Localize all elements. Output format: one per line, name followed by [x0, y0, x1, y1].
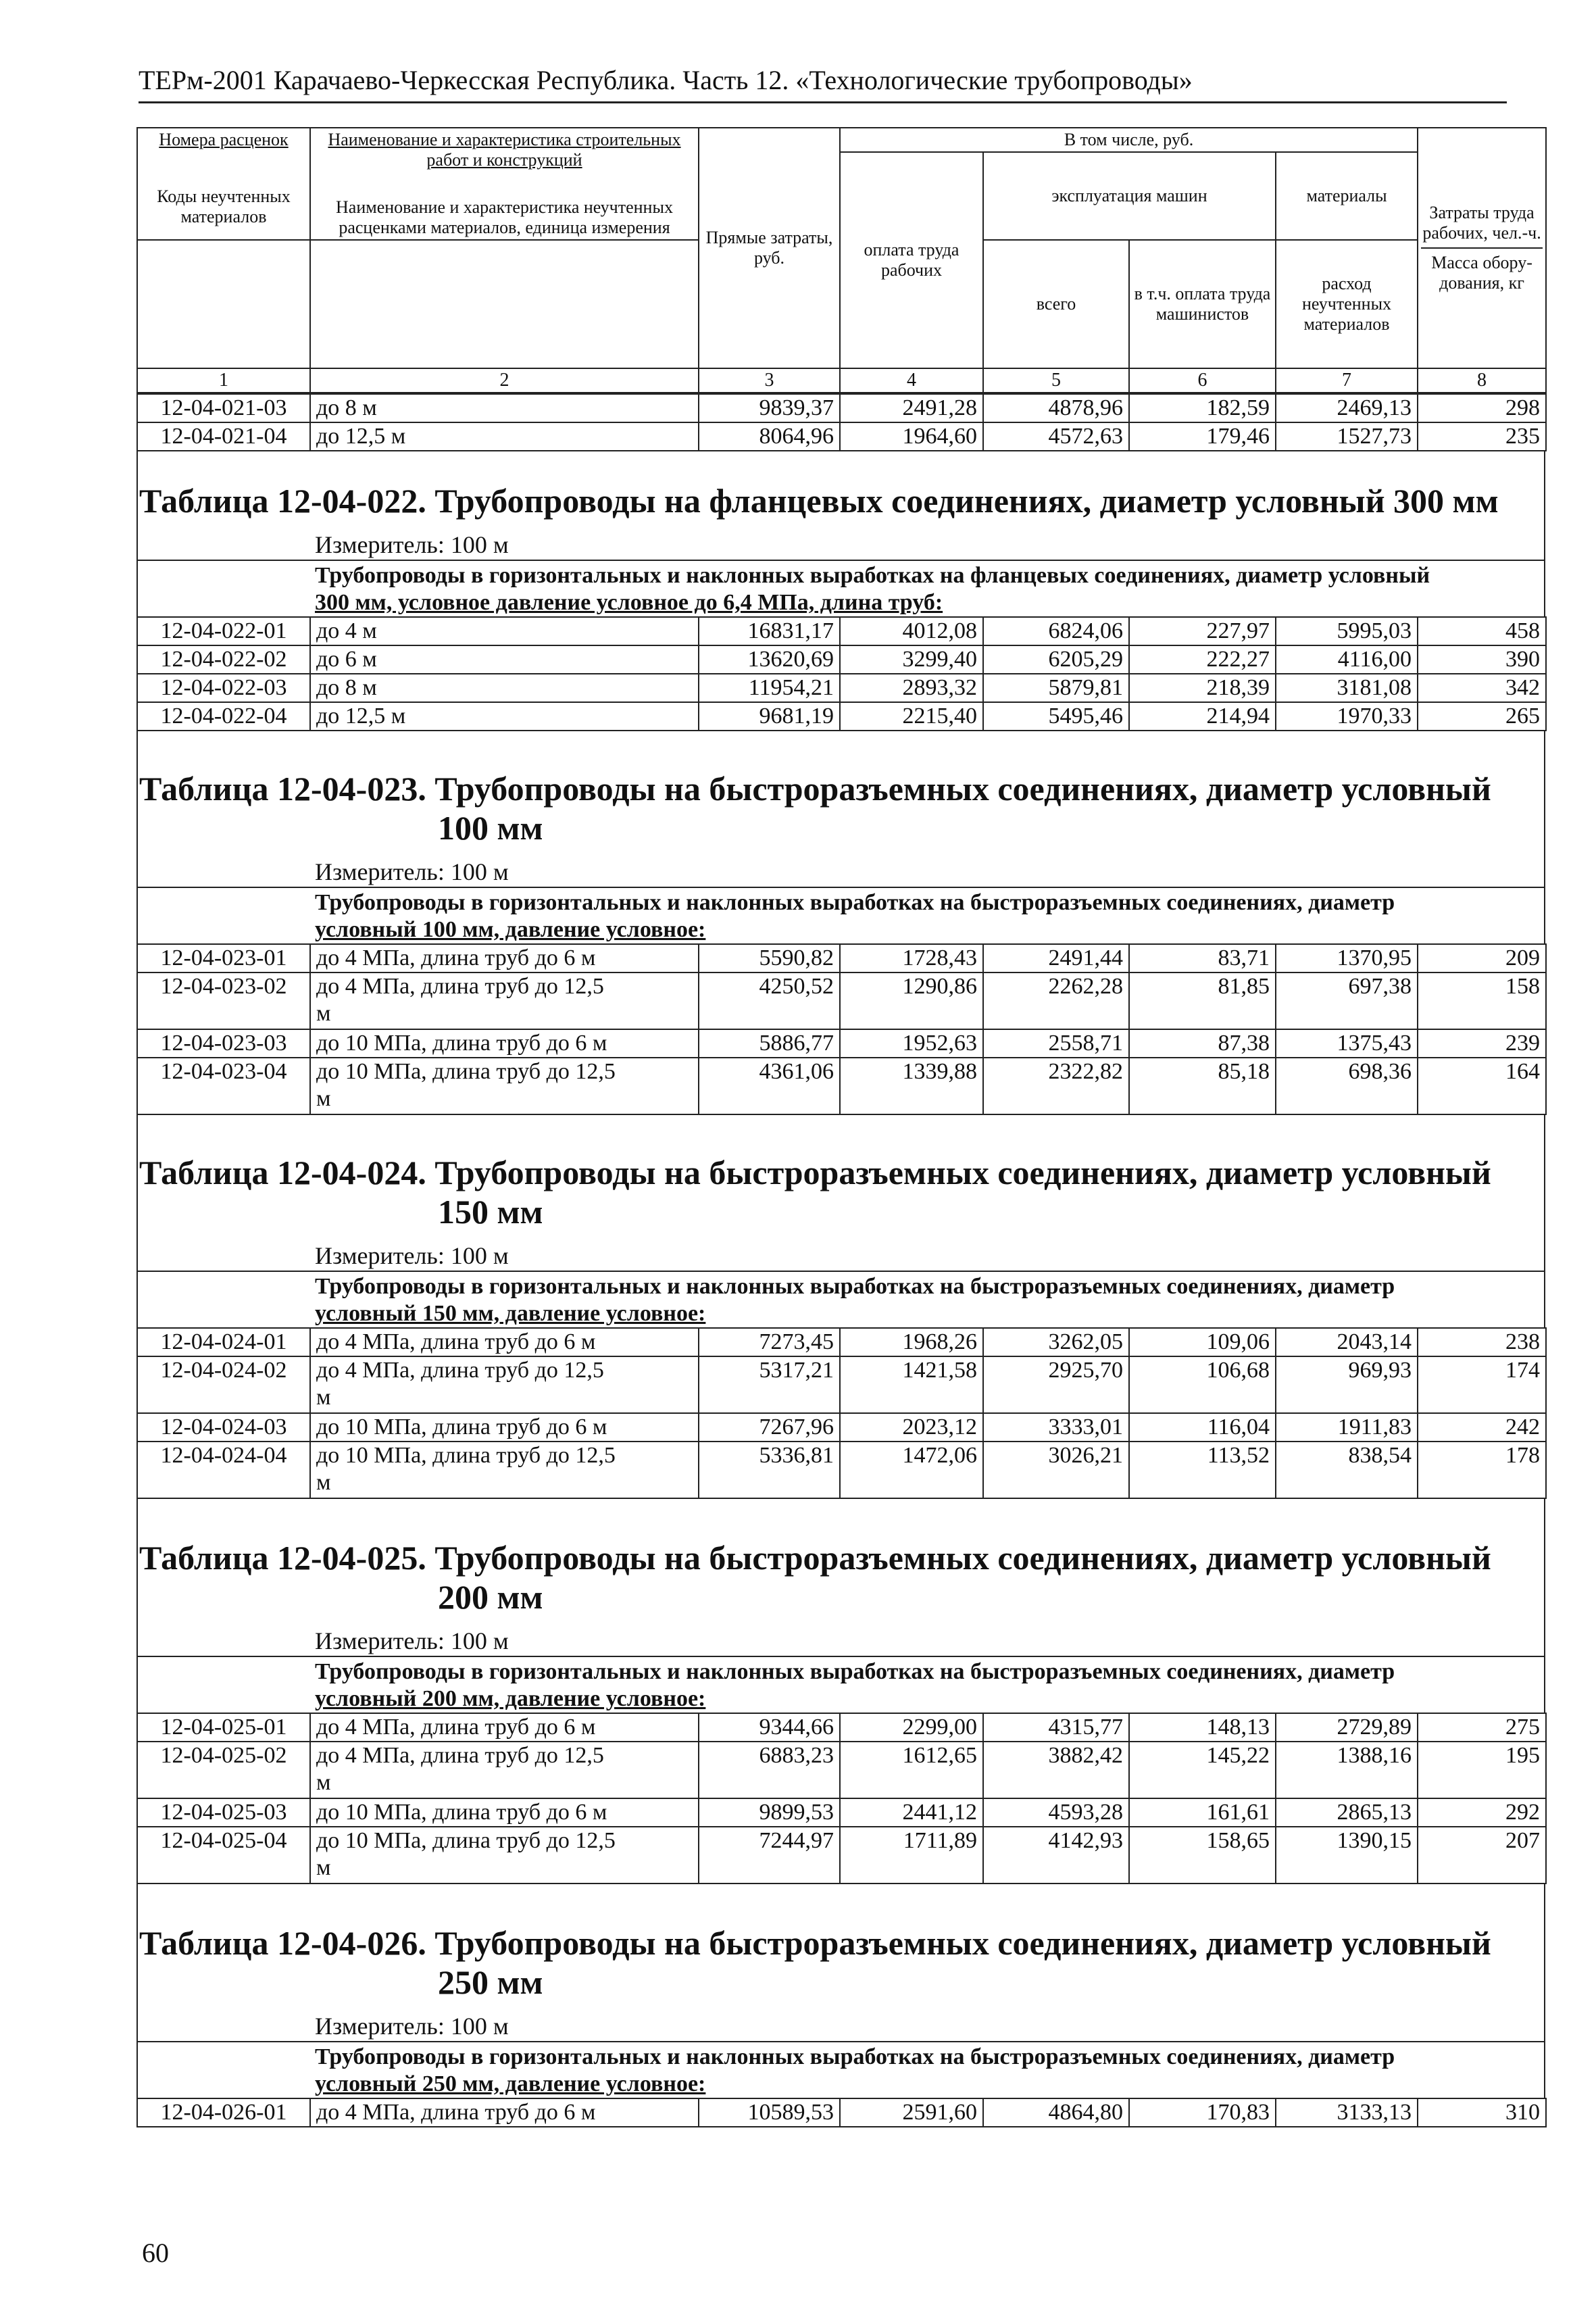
- labor-pay: 2023,12: [840, 1413, 983, 1442]
- labor-pay: 1421,58: [840, 1356, 983, 1413]
- section-title-line1: Таблица 12-04-022. Трубопроводы на фланцевых соединениях, диаметр условный 300 мм: [139, 482, 1499, 520]
- work-name: [310, 2098, 699, 2127]
- machinists-pay: 218,39: [1129, 674, 1276, 702]
- section-title-line2: 250 мм: [438, 1963, 543, 2001]
- col4-header: оплата труда рабочих: [840, 152, 983, 368]
- section-title-line1: Таблица 12-04-023. Трубопроводы на быстроразъемных соединениях, диаметр условный: [139, 770, 1491, 808]
- materials-cost: 969,93: [1276, 1356, 1418, 1413]
- table-row: [137, 1713, 1546, 1742]
- machines-total: 3262,05: [983, 1328, 1129, 1356]
- machines-total: 4864,80: [983, 2098, 1129, 2127]
- colnum: 8: [1418, 368, 1546, 393]
- col2-header: [310, 128, 699, 240]
- materials-cost: 1370,95: [1276, 944, 1418, 973]
- labor-hours: 178: [1418, 1442, 1546, 1498]
- labor-pay: 4012,08: [840, 617, 983, 645]
- rate-code: 12-04-024-04: [137, 1442, 310, 1498]
- desc-line1: Трубопроводы в горизонтальных и наклонных выработках на быстроразъемных соединениях, диаметр: [315, 1274, 1395, 1299]
- table-row: [137, 1742, 1546, 1798]
- labor-pay: 1952,63: [840, 1029, 983, 1058]
- direct-costs: 5886,77: [699, 1029, 840, 1058]
- labor-pay: 2893,32: [840, 674, 983, 702]
- rate-code: 12-04-026-01: [137, 2098, 310, 2127]
- direct-costs: 11954,21: [699, 674, 840, 702]
- direct-costs: 16831,17: [699, 617, 840, 645]
- machines-header: эксплуатация машин: [983, 152, 1276, 240]
- table-row: [137, 1442, 1546, 1498]
- work-name: [310, 944, 699, 973]
- col8-header: [1418, 128, 1546, 368]
- materials-cost: 2469,13: [1276, 394, 1418, 422]
- work-name: [310, 1356, 699, 1413]
- work-name-text: до 4 МПа, длина труб до 12,5: [316, 1743, 604, 1768]
- direct-costs: 4361,06: [699, 1058, 840, 1114]
- machines-total: 2558,71: [983, 1029, 1129, 1058]
- labor-hours: 174: [1418, 1356, 1546, 1413]
- direct-costs: 7273,45: [699, 1328, 840, 1356]
- desc-line2: условный 250 мм, давление условное:: [315, 2071, 706, 2096]
- machinists-pay: 182,59: [1129, 394, 1276, 422]
- machinists-pay: 170,83: [1129, 2098, 1276, 2127]
- table-row: [137, 1328, 1546, 1356]
- materials-cost: 3181,08: [1276, 674, 1418, 702]
- work-name-unit: м: [316, 1855, 331, 1880]
- table-row: [137, 2098, 1546, 2127]
- machinists-pay: 109,06: [1129, 1328, 1276, 1356]
- work-name: [310, 1742, 699, 1798]
- machinists-pay: 113,52: [1129, 1442, 1276, 1498]
- labor-hours: 209: [1418, 944, 1546, 973]
- col3-header: Прямые затраты, руб.: [699, 128, 840, 368]
- colnum: 4: [840, 368, 983, 393]
- labor-pay: 1339,88: [840, 1058, 983, 1114]
- machinists-pay: 158,65: [1129, 1827, 1276, 1884]
- rate-code: 12-04-025-03: [137, 1798, 310, 1827]
- materials-cost: 698,36: [1276, 1058, 1418, 1114]
- rate-code: 12-04-025-01: [137, 1713, 310, 1742]
- direct-costs: 9344,66: [699, 1713, 840, 1742]
- work-name: [310, 422, 699, 451]
- machinists-pay: 106,68: [1129, 1356, 1276, 1413]
- direct-costs: 5590,82: [699, 944, 840, 973]
- labor-hours: 242: [1418, 1413, 1546, 1442]
- machines-total: 5879,81: [983, 674, 1129, 702]
- work-name-unit: м: [316, 1086, 331, 1111]
- work-name: [310, 1029, 699, 1058]
- labor-pay: 2441,12: [840, 1798, 983, 1827]
- section-title-line2: 100 мм: [438, 809, 543, 847]
- machinists-pay: 148,13: [1129, 1713, 1276, 1742]
- machinists-pay: 116,04: [1129, 1413, 1276, 1442]
- rate-code: 12-04-022-02: [137, 645, 310, 674]
- materials-cost: 4116,00: [1276, 645, 1418, 674]
- table-row: [137, 1798, 1546, 1827]
- section-title-line1: Таблица 12-04-026. Трубопроводы на быстроразъемных соединениях, диаметр условный: [139, 1924, 1491, 1962]
- labor-pay: 1472,06: [840, 1442, 983, 1498]
- machinists-pay: 81,85: [1129, 973, 1276, 1029]
- work-name-text: до 12,5 м: [316, 704, 406, 729]
- machines-total: 5495,46: [983, 702, 1129, 731]
- table-row: [137, 1356, 1546, 1413]
- section-table: [136, 1713, 1547, 1884]
- machines-total: 2322,82: [983, 1058, 1129, 1114]
- work-name: [310, 617, 699, 645]
- work-name-text: до 10 МПа, длина труб до 12,5: [316, 1828, 616, 1853]
- work-name: [310, 645, 699, 674]
- labor-hours: 238: [1418, 1328, 1546, 1356]
- machines-total: 4142,93: [983, 1827, 1129, 1884]
- rate-code: 12-04-022-04: [137, 702, 310, 731]
- materials-cost: 2043,14: [1276, 1328, 1418, 1356]
- work-name-text: до 10 МПа, длина труб до 6 м: [316, 1414, 607, 1439]
- desc-line2: условный 100 мм, давление условное:: [315, 917, 706, 942]
- section-table: [136, 1327, 1547, 1499]
- work-name-text: до 4 МПа, длина труб до 6 м: [316, 2100, 596, 2125]
- machinists-pay: 222,27: [1129, 645, 1276, 674]
- work-name: [310, 1413, 699, 1442]
- direct-costs: 9839,37: [699, 394, 840, 422]
- direct-costs: 13620,69: [699, 645, 840, 674]
- work-name-text: до 10 МПа, длина труб до 12,5: [316, 1059, 616, 1084]
- work-name-text: до 4 МПа, длина труб до 6 м: [316, 1715, 596, 1740]
- materials-cost: 2865,13: [1276, 1798, 1418, 1827]
- labor-pay: 1968,26: [840, 1328, 983, 1356]
- labor-pay: 2591,60: [840, 2098, 983, 2127]
- work-name-text: до 10 МПа, длина труб до 6 м: [316, 1800, 607, 1825]
- group-header: В том числе, руб.: [840, 128, 1418, 152]
- desc-line1: Трубопроводы в горизонтальных и наклонных выработках на быстроразъемных соединениях, диаметр: [315, 890, 1395, 915]
- direct-costs: 5317,21: [699, 1356, 840, 1413]
- machinists-pay: 83,71: [1129, 944, 1276, 973]
- measure-unit: Измеритель: 100 м: [136, 1626, 1545, 1656]
- labor-hours: 265: [1418, 702, 1546, 731]
- work-name-text: до 4 МПа, длина труб до 12,5: [316, 1358, 604, 1383]
- labor-hours: 158: [1418, 973, 1546, 1029]
- table-row: [137, 973, 1546, 1029]
- labor-pay: 1711,89: [840, 1827, 983, 1884]
- rate-code: 12-04-022-03: [137, 674, 310, 702]
- table-row: [137, 1827, 1546, 1884]
- work-name-text: до 4 МПа, длина труб до 6 м: [316, 1329, 596, 1354]
- section-table: [136, 2098, 1547, 2127]
- direct-costs: 9899,53: [699, 1798, 840, 1827]
- work-name: [310, 973, 699, 1029]
- machines-total: 3882,42: [983, 1742, 1129, 1798]
- materials-cost: 1388,16: [1276, 1742, 1418, 1798]
- table-row: [137, 617, 1546, 645]
- section-table: [136, 943, 1547, 1115]
- materials-cost: 697,38: [1276, 973, 1418, 1029]
- section-title: [136, 481, 1545, 520]
- section-description: [136, 560, 1545, 616]
- work-name-unit: м: [316, 1770, 331, 1795]
- machines-total: 4315,77: [983, 1713, 1129, 1742]
- materials-cost: 5995,03: [1276, 617, 1418, 645]
- desc-line2: 300 мм, условное давление условное до 6,4 МПа, длина труб:: [315, 590, 943, 615]
- rate-code: 12-04-024-03: [137, 1413, 310, 1442]
- machines-total: 3333,01: [983, 1413, 1129, 1442]
- table-row: [137, 1058, 1546, 1114]
- table-row: [137, 702, 1546, 731]
- work-name: [310, 1827, 699, 1884]
- col1-header: [137, 128, 310, 240]
- colnum: 3: [699, 368, 840, 393]
- labor-hours: 390: [1418, 645, 1546, 674]
- labor-hours: 310: [1418, 2098, 1546, 2127]
- rate-code: 12-04-021-04: [137, 422, 310, 451]
- section-title-line1: Таблица 12-04-025. Трубопроводы на быстроразъемных соединениях, диаметр условный: [139, 1539, 1491, 1577]
- desc-line1: Трубопроводы в горизонтальных и наклонных выработках на быстроразъемных соединениях, диаметр: [315, 2044, 1395, 2069]
- materials-header: материалы: [1276, 152, 1418, 240]
- materials-cost: 838,54: [1276, 1442, 1418, 1498]
- col8-bottom-label: Масса обору-дования, кг: [1431, 253, 1532, 293]
- desc-line1: Трубопроводы в горизонтальных и наклонных выработках на фланцевых соединениях, диаметр условный: [315, 563, 1430, 588]
- table-row: [137, 1413, 1546, 1442]
- column-numbers-row: [137, 368, 1546, 393]
- direct-costs: 10589,53: [699, 2098, 840, 2127]
- direct-costs: 7244,97: [699, 1827, 840, 1884]
- table-row: [137, 645, 1546, 674]
- col1-top-label: Номера расценок: [159, 130, 289, 149]
- machinists-pay: 87,38: [1129, 1029, 1276, 1058]
- materials-cost: 1527,73: [1276, 422, 1418, 451]
- machinists-pay: 161,61: [1129, 1798, 1276, 1827]
- col5-header: всего: [983, 240, 1129, 368]
- work-name-text: до 6 м: [316, 647, 377, 672]
- labor-hours: 458: [1418, 617, 1546, 645]
- table-row: [137, 1029, 1546, 1058]
- machines-total: 2491,44: [983, 944, 1129, 973]
- materials-cost: 1390,15: [1276, 1827, 1418, 1884]
- colnum: 1: [137, 368, 310, 393]
- labor-hours: 207: [1418, 1827, 1546, 1884]
- work-name-text: до 10 МПа, длина труб до 12,5: [316, 1443, 616, 1468]
- machinists-pay: 227,97: [1129, 617, 1276, 645]
- work-name-text: до 12,5 м: [316, 424, 406, 449]
- table-header: [136, 127, 1547, 393]
- section-title: [136, 1538, 1545, 1617]
- machines-total: 6824,06: [983, 617, 1129, 645]
- section-description: [136, 1271, 1545, 1327]
- direct-costs: 4250,52: [699, 973, 840, 1029]
- rate-code: 12-04-023-01: [137, 944, 310, 973]
- labor-hours: 298: [1418, 394, 1546, 422]
- rate-code: 12-04-024-02: [137, 1356, 310, 1413]
- machines-total: 3026,21: [983, 1442, 1129, 1498]
- direct-costs: 8064,96: [699, 422, 840, 451]
- machinists-pay: 85,18: [1129, 1058, 1276, 1114]
- work-name: [310, 1798, 699, 1827]
- col2-top-label: Наименование и характеристика строительных работ и конструкций: [328, 130, 681, 170]
- machines-total: 2925,70: [983, 1356, 1129, 1413]
- machines-total: 4593,28: [983, 1798, 1129, 1827]
- work-name-text: до 8 м: [316, 675, 377, 700]
- col2-bottom-label: Наименование и характеристика неучтенных расценками материалов, единица измерения: [336, 197, 673, 237]
- rate-code: 12-04-023-02: [137, 973, 310, 1029]
- machines-total: 4572,63: [983, 422, 1129, 451]
- colnum: 6: [1129, 368, 1276, 393]
- work-name-text: до 4 МПа, длина труб до 6 м: [316, 945, 596, 970]
- labor-pay: 2299,00: [840, 1713, 983, 1742]
- rows-table: [136, 393, 1547, 451]
- work-name: [310, 1328, 699, 1356]
- rate-code: 12-04-025-04: [137, 1827, 310, 1884]
- work-name-text: до 4 м: [316, 618, 377, 643]
- materials-cost: 1970,33: [1276, 702, 1418, 731]
- rate-code: 12-04-023-03: [137, 1029, 310, 1058]
- table-row: [137, 674, 1546, 702]
- labor-pay: 1728,43: [840, 944, 983, 973]
- machines-total: 4878,96: [983, 394, 1129, 422]
- materials-cost: 3133,13: [1276, 2098, 1418, 2127]
- measure-unit: Измеритель: 100 м: [136, 1241, 1545, 1271]
- materials-cost: 1911,83: [1276, 1413, 1418, 1442]
- desc-line2: условный 200 мм, давление условное:: [315, 1686, 706, 1711]
- materials-cost: 2729,89: [1276, 1713, 1418, 1742]
- machinists-pay: 145,22: [1129, 1742, 1276, 1798]
- table-row: [137, 422, 1546, 451]
- col7-header: расход неучтенных материалов: [1276, 240, 1418, 368]
- measure-unit: Измеритель: 100 м: [136, 857, 1545, 887]
- colnum: 7: [1276, 368, 1418, 393]
- machines-total: 6205,29: [983, 645, 1129, 674]
- rate-code: 12-04-025-02: [137, 1742, 310, 1798]
- work-name: [310, 394, 699, 422]
- labor-pay: 1612,65: [840, 1742, 983, 1798]
- labor-pay: 2215,40: [840, 702, 983, 731]
- work-name-text: до 4 МПа, длина труб до 12,5: [316, 974, 604, 999]
- section-title: [136, 769, 1545, 847]
- rate-code: 12-04-022-01: [137, 617, 310, 645]
- work-name: [310, 1058, 699, 1114]
- work-name-text: до 10 МПа, длина труб до 6 м: [316, 1031, 607, 1056]
- section-table: [136, 616, 1547, 731]
- section-title-line1: Таблица 12-04-024. Трубопроводы на быстроразъемных соединениях, диаметр условный: [139, 1154, 1491, 1191]
- direct-costs: 7267,96: [699, 1413, 840, 1442]
- page-number: 60: [142, 2238, 169, 2268]
- measure-unit: Измеритель: 100 м: [136, 530, 1545, 560]
- labor-hours: 164: [1418, 1058, 1546, 1114]
- section-description: [136, 1656, 1545, 1713]
- direct-costs: 6883,23: [699, 1742, 840, 1798]
- work-name-unit: м: [316, 1001, 331, 1026]
- page-header: ТЕРм-2001 Карачаево-Черкесская Республика. Часть 12. «Технологические трубопроводы»: [139, 64, 1507, 103]
- desc-line2: условный 150 мм, давление условное:: [315, 1301, 706, 1326]
- section-description: [136, 2041, 1545, 2098]
- work-name: [310, 674, 699, 702]
- labor-hours: 275: [1418, 1713, 1546, 1742]
- machinists-pay: 214,94: [1129, 702, 1276, 731]
- labor-hours: 195: [1418, 1742, 1546, 1798]
- table-row: [137, 394, 1546, 422]
- machinists-pay: 179,46: [1129, 422, 1276, 451]
- labor-pay: 2491,28: [840, 394, 983, 422]
- rate-code: 12-04-023-04: [137, 1058, 310, 1114]
- work-name-text: до 8 м: [316, 395, 377, 420]
- measure-unit: Измеритель: 100 м: [136, 2011, 1545, 2041]
- labor-pay: 1290,86: [840, 973, 983, 1029]
- labor-pay: 3299,40: [840, 645, 983, 674]
- section-description: [136, 887, 1545, 943]
- desc-line1: Трубопроводы в горизонтальных и наклонных выработках на быстроразъемных соединениях, диаметр: [315, 1659, 1395, 1684]
- rate-code: 12-04-024-01: [137, 1328, 310, 1356]
- labor-hours: 292: [1418, 1798, 1546, 1827]
- labor-hours: 239: [1418, 1029, 1546, 1058]
- col6-header: в т.ч. оплата труда машинистов: [1129, 240, 1276, 368]
- labor-pay: 1964,60: [840, 422, 983, 451]
- col1-bottom-label: Коды неучтенных материалов: [157, 187, 291, 226]
- direct-costs: 5336,81: [699, 1442, 840, 1498]
- work-name-unit: м: [316, 1470, 331, 1495]
- section-title-line2: 200 мм: [438, 1578, 543, 1616]
- work-name: [310, 1442, 699, 1498]
- colnum: 2: [310, 368, 699, 393]
- document-body: [136, 127, 1545, 2127]
- labor-hours: 342: [1418, 674, 1546, 702]
- col8-top-label: Затраты труда рабочих, чел.-ч.: [1422, 203, 1541, 243]
- work-name-unit: м: [316, 1385, 331, 1410]
- colnum: 5: [983, 368, 1129, 393]
- machines-total: 2262,28: [983, 973, 1129, 1029]
- work-name: [310, 1713, 699, 1742]
- table-row: [137, 944, 1546, 973]
- rate-code: 12-04-021-03: [137, 394, 310, 422]
- section-title: [136, 1153, 1545, 1231]
- direct-costs: 9681,19: [699, 702, 840, 731]
- section-title-line2: 150 мм: [438, 1193, 543, 1231]
- work-name: [310, 702, 699, 731]
- labor-hours: 235: [1418, 422, 1546, 451]
- materials-cost: 1375,43: [1276, 1029, 1418, 1058]
- section-title: [136, 1923, 1545, 2002]
